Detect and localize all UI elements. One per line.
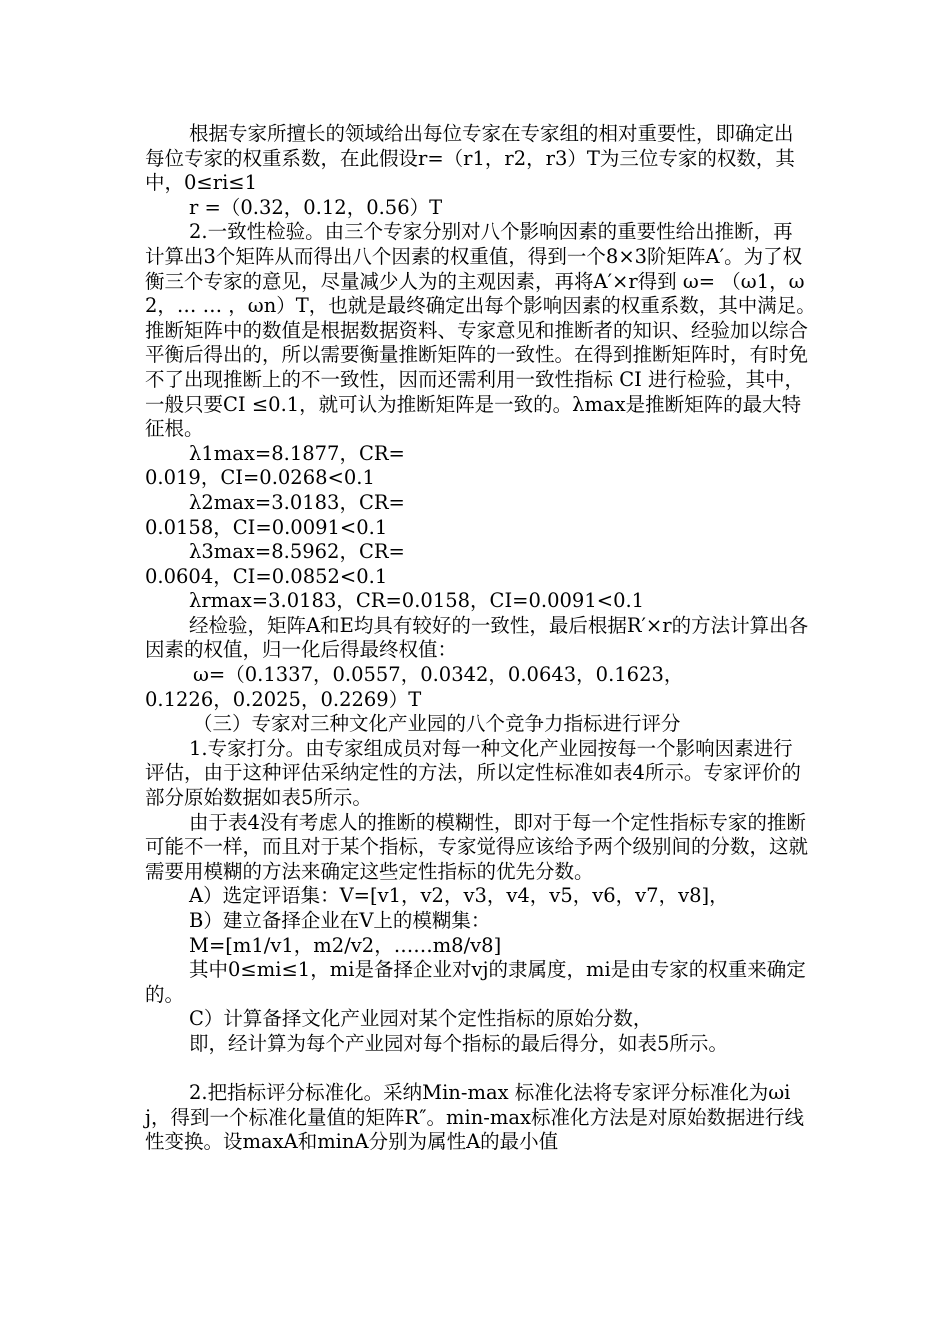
formula-lambda3: λ3max=8.5962，CR= xyxy=(189,540,405,564)
step-b-fuzzy-set: B）建立备择企业在V上的模糊集： xyxy=(189,909,491,932)
paragraph-expert-scoring: 1.专家打分。由专家组成员对每一种文化产业园按每一个影响因素进行评估，由于这种评估采纳定性的方法，所以定性标准如表4所示。专家评价的部分原始数据如表5所示。 xyxy=(145,736,801,810)
formula-lambda1: λ1max=8.1877，CR= xyxy=(189,441,405,465)
formula-r-vector: r =（0.32，0.12，0.56）T xyxy=(189,195,443,219)
paragraph-consistency-check: 2.一致性检验。由三个专家分别对八个影响因素的重要性给出推断，再计算出3个矩阵从而得出八个因素的权重值，得到一个8×3阶矩阵A′。为了权衡三个专家的意见，尽量减少人为的主观因素，再将A′×r得到 ω= （ω1，ω2，… … ，ωn）T，也就是最终确定出每个影响因素的权重系数，其中满足。 推断矩阵中的数值是根据数据资料、专家意见和推断者的知识、经验加以综合平衡后得出的，所以需要衡量推断矩阵的一致性。在得到推断矩阵时，有时免不了出现推断上的不一致性，因而还需利用一致性指标 CI 进行检验，其中，一般只要CI ≤0.1，就可认为推断矩阵是一致的。λmax是推断矩阵的最大特征根。 xyxy=(145,220,846,441)
paragraph-normalization: 2.把指标评分标准化。采纳Min-max 标准化法将专家评分标准化为ωij，得到一个标准化量值的矩阵R″。min-max标准化方法是对原始数据进行线性变换。设maxA和minA分别为属性A的最小值 xyxy=(145,1081,805,1154)
paragraph-membership: 其中0≤mi≤1，mi是备择企业对vj的隶属度，mi是由专家的权重来确定的。 xyxy=(145,958,806,1006)
formula-m-set: M=[m1/v1，m2/v2，……m8/v8] xyxy=(189,933,502,957)
blank-line xyxy=(145,1057,810,1082)
paragraph-final-score: 即，经计算为每个产业园对每个指标的最后得分，如表5所示。 xyxy=(189,1031,728,1055)
paragraph-expert-weights: 根据专家所擅长的领域给出每位专家在专家组的相对重要性，即确定出每位专家的权重系数，在此假设r=（r1，r2，r3）T为三位专家的权数，其中，0≤ri≤1 xyxy=(145,122,795,195)
formula-omega-line1: ω=（0.1337，0.0557，0.0342，0.0643，0.1623， xyxy=(193,663,684,687)
paragraph-fuzziness: 由于表4没有考虑人的推断的模糊性，即对于每一个定性指标专家的推断可能不一样，而且对于某个指标，专家觉得应该给予两个级别间的分数，这就需要用模糊的方法来确定这些定性指标的优先分数。 xyxy=(145,810,809,883)
formula-lambda-r: λrmax=3.0183，CR=0.0158，CI=0.0091<0.1 xyxy=(189,589,645,613)
section-heading-three: （三）专家对三种文化产业园的八个竞争力指标进行评分 xyxy=(193,712,681,736)
formula-omega-line2: 0.1226，0.2025，0.2269）T xyxy=(145,687,422,711)
document-body xyxy=(145,122,846,1155)
formula-lambda3-ci: 0.0604，CI=0.0852<0.1 xyxy=(145,564,388,588)
formula-lambda2: λ2max=3.0183，CR= xyxy=(189,490,405,514)
paragraph-verification: 经检验，矩阵A和E均具有较好的一致性，最后根据R′×r的方法计算出各因素的权值，归一化后得最终权值： xyxy=(145,613,809,662)
formula-lambda1-ci: 0.019，CI=0.0268<0.1 xyxy=(145,466,375,490)
formula-lambda2-ci: 0.0158，CI=0.0091<0.1 xyxy=(145,515,388,539)
step-c-raw-score: C）计算备择文化产业园对某个定性指标的原始分数， xyxy=(189,1007,653,1031)
step-a-evaluation-set: A）选定评语集：V=[v1，v2，v3，v4，v5，v6，v7，v8]， xyxy=(189,884,729,908)
